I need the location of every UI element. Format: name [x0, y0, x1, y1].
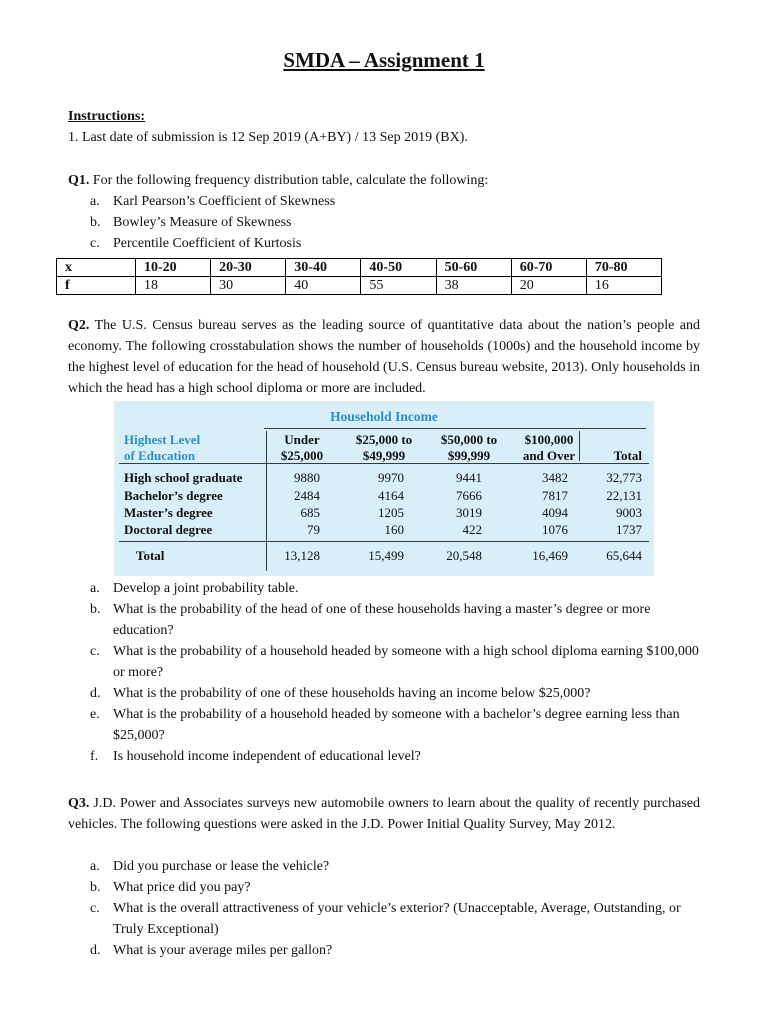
- q2-prompt: [68, 315, 700, 399]
- q3-list: [90, 856, 700, 961]
- table-cell: 2484: [294, 488, 320, 503]
- table-cell: 22,131: [606, 488, 642, 503]
- table-cell: 16: [586, 277, 661, 295]
- table-cell: 9441: [456, 470, 482, 485]
- table-cell: 1076: [542, 522, 568, 537]
- list-marker: a.: [90, 581, 100, 596]
- frequency-table: [56, 258, 662, 295]
- list-marker: d.: [90, 943, 101, 958]
- table-cell: 3482: [542, 470, 568, 485]
- list-item-text: Did you purchase or lease the vehicle?: [113, 859, 330, 874]
- column-header: $100,000: [524, 432, 574, 447]
- q1-list: [90, 191, 700, 254]
- list-item-text: Develop a joint probability table.: [113, 581, 299, 596]
- table-cell: 70-80: [586, 259, 661, 277]
- list-marker: a.: [90, 194, 100, 209]
- q2-list: [90, 578, 700, 767]
- list-item-text: Bowley’s Measure of Skewness: [113, 215, 292, 230]
- list-item: [90, 704, 700, 746]
- list-marker: e.: [90, 707, 100, 722]
- table-cell: 50-60: [436, 259, 511, 277]
- table-cell: 7666: [456, 488, 482, 503]
- row-label: Bachelor’s degree: [124, 488, 223, 503]
- table-cell: 1737: [616, 522, 642, 537]
- table-cell: 9880: [294, 470, 320, 485]
- instructions-heading: Instructions:: [68, 109, 146, 124]
- table-row: [57, 277, 662, 295]
- column-header: Total: [613, 448, 642, 463]
- table-cell: 1205: [378, 505, 404, 520]
- list-item: [90, 683, 700, 704]
- list-marker: b.: [90, 215, 101, 230]
- list-item-text: What is the overall attractiveness of your vehicle’s exterior? (Unacceptable, Average, Outstanding, or Truly Exceptional): [113, 901, 681, 937]
- row-label: High school graduate: [124, 470, 243, 485]
- column-header: $25,000 to: [355, 432, 413, 447]
- table-cell: 38: [436, 277, 511, 295]
- list-item: [90, 212, 700, 233]
- column-header: and Over: [522, 448, 576, 463]
- list-marker: b.: [90, 602, 101, 617]
- column-header: $50,000 to: [440, 432, 498, 447]
- list-marker: d.: [90, 686, 101, 701]
- list-marker: f.: [90, 749, 99, 764]
- q2-text: The U.S. Census bureau serves as the leading source of quantitative data about the nation’s people and economy. The following crosstabulation shows the number of households (1000s) and the household income by the highest level of education for the head of household (U.S. Census bureau website, 2013). Only households in which the head has a high school diploma or more are included.: [68, 318, 700, 396]
- table-cell: 30-40: [286, 259, 361, 277]
- list-item-text: What is the probability of the head of one of these households having a master’s degree or more education?: [113, 602, 651, 638]
- list-item: [90, 940, 700, 961]
- column-header: $49,999: [362, 448, 406, 463]
- crosstab-figure: [114, 401, 654, 576]
- list-item: [90, 578, 700, 599]
- list-item: [90, 877, 700, 898]
- row-label: Doctoral degree: [124, 522, 213, 537]
- q1-prompt: [68, 170, 488, 191]
- table-cell: 15,499: [368, 548, 404, 563]
- q3-prompt: [68, 793, 700, 835]
- table-cell: 13,128: [284, 548, 320, 563]
- list-item-text: What is the probability of a household headed by someone with a high school diploma earning $100,000 or more?: [113, 644, 699, 680]
- divider: [119, 541, 649, 542]
- table-cell: 32,773: [606, 470, 642, 485]
- table-cell: 30: [211, 277, 286, 295]
- list-marker: b.: [90, 880, 101, 895]
- list-item: [90, 599, 700, 641]
- row-header: Highest Level: [124, 432, 201, 447]
- table-cell: 7817: [542, 488, 568, 503]
- table-cell: 4164: [378, 488, 404, 503]
- list-marker: c.: [90, 901, 100, 916]
- list-item-text: What is the probability of a household headed by someone with a bachelor’s degree earning less than $25,000?: [113, 707, 680, 743]
- list-item: [90, 898, 700, 940]
- instructions-line: 1. Last date of submission is 12 Sep 2019 (A+BY) / 13 Sep 2019 (BX).: [68, 130, 468, 145]
- table-cell: f: [57, 277, 136, 295]
- table-cell: 3019: [456, 505, 482, 520]
- column-header: $25,000: [280, 448, 324, 463]
- list-marker: c.: [90, 236, 100, 251]
- table-cell: 685: [300, 505, 320, 520]
- list-item-text: What is your average miles per gallon?: [113, 943, 333, 958]
- table-cell: 16,469: [532, 548, 568, 563]
- table-cell: 79: [307, 522, 320, 537]
- list-marker: c.: [90, 644, 100, 659]
- list-marker: a.: [90, 859, 100, 874]
- table-cell: 10-20: [136, 259, 211, 277]
- list-item-text: Percentile Coefficient of Kurtosis: [113, 236, 302, 251]
- list-item: [90, 233, 700, 254]
- document-title: SMDA – Assignment 1: [283, 48, 485, 72]
- table-cell: 422: [462, 522, 482, 537]
- table-row: [57, 259, 662, 277]
- list-item: [90, 191, 700, 212]
- table-cell: 55: [361, 277, 436, 295]
- row-header: of Education: [124, 448, 196, 463]
- list-item-text: What is the probability of one of these households having an income below $25,000?: [113, 686, 591, 701]
- crosstab-group-header: Household Income: [330, 409, 438, 424]
- table-cell: 20: [511, 277, 586, 295]
- table-cell: 4094: [542, 505, 568, 520]
- row-label: Total: [136, 548, 165, 563]
- table-cell: x: [57, 259, 136, 277]
- list-item: [90, 641, 700, 683]
- divider: [264, 428, 646, 429]
- table-cell: 20,548: [446, 548, 482, 563]
- q1-label: Q1.: [68, 173, 90, 188]
- q3-label: Q3.: [68, 796, 90, 811]
- list-item-text: Is household income independent of educational level?: [113, 749, 421, 764]
- q3-text: J.D. Power and Associates surveys new automobile owners to learn about the quality of recently purchased vehicles. The following questions were asked in the J.D. Power Initial Quality Survey, May 2012.: [68, 796, 700, 832]
- table-cell: 40-50: [361, 259, 436, 277]
- table-cell: 60-70: [511, 259, 586, 277]
- table-cell: 40: [286, 277, 361, 295]
- list-item-text: What price did you pay?: [113, 880, 251, 895]
- table-cell: 20-30: [211, 259, 286, 277]
- table-cell: 9003: [616, 505, 642, 520]
- q2-label: Q2.: [68, 318, 90, 333]
- table-cell: 65,644: [606, 548, 642, 563]
- list-item-text: Karl Pearson’s Coefficient of Skewness: [113, 194, 336, 209]
- table-cell: 18: [136, 277, 211, 295]
- column-header: $99,999: [447, 448, 491, 463]
- table-cell: 9970: [378, 470, 404, 485]
- row-label: Master’s degree: [124, 505, 213, 520]
- table-cell: 160: [384, 522, 404, 537]
- list-item: [90, 856, 700, 877]
- q1-text: For the following frequency distribution table, calculate the following:: [89, 173, 489, 188]
- list-item: [90, 746, 700, 767]
- column-header: Under: [284, 432, 320, 447]
